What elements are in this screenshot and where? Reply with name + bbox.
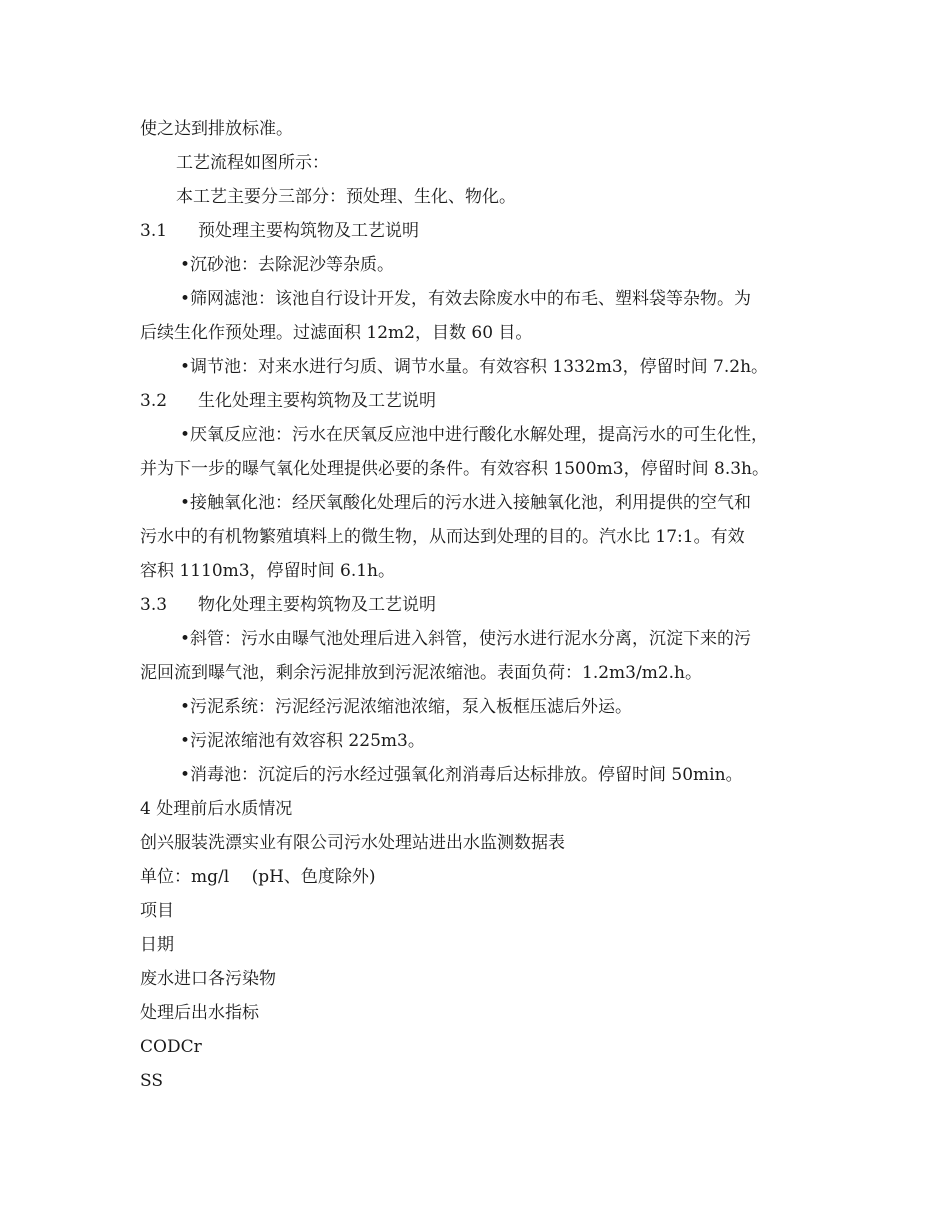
section-heading-3-2 — [140, 384, 820, 418]
paragraph-line: 使之达到排放标准。 — [140, 119, 293, 139]
bullet-item: •斜管：污水由曝气池处理后进入斜管，使污水进行泥水分离，沉淀下来的污 — [180, 629, 752, 649]
bullet-item: •筛网滤池：该池自行设计开发，有效去除废水中的布毛、塑料袋等杂物。为 — [180, 289, 752, 309]
table-cell: 废水进口各污染物 — [140, 969, 276, 989]
table-unit-note: 单位：mg/l (pH、色度除外) — [140, 867, 376, 887]
bullet-item: •消毒池：沉淀后的污水经过强氧化剂消毒后达标排放。停留时间 50min。 — [180, 765, 743, 785]
paragraph-line: 泥回流到曝气池，剩余污泥排放到污泥浓缩池。表面负荷：1.2m3/m2.h。 — [140, 663, 702, 683]
bullet-item: •调节池：对来水进行匀质、调节水量。有效容积 1332m3，停留时间 7.2h。 — [180, 357, 769, 377]
section-number: 3.3 — [140, 595, 168, 615]
paragraph-line: 污水中的有机物繁殖填料上的微生物，从而达到处理的目的。汽水比 17:1。有效 — [140, 527, 745, 547]
section-number: 3.1 — [140, 221, 168, 241]
section-title: 生化处理主要构筑物及工艺说明 — [198, 391, 436, 411]
paragraph-line: 后续生化作预处理。过滤面积 12m2，目数 60 目。 — [140, 323, 533, 343]
bullet-item: •污泥浓缩池有效容积 225m3。 — [180, 731, 425, 751]
section-title: 物化处理主要构筑物及工艺说明 — [198, 595, 436, 615]
section-heading-4: 4 处理前后水质情况 — [140, 799, 293, 819]
paragraph-line: 容积 1110m3，停留时间 6.1h。 — [140, 561, 395, 581]
table-cell: 日期 — [140, 935, 174, 955]
table-cell: SS — [140, 1071, 163, 1091]
paragraph-line: 本工艺主要分三部分：预处理、生化、物化。 — [176, 187, 516, 207]
paragraph-line: 并为下一步的曝气氧化处理提供必要的条件。有效容积 1500m3，停留时间 8.3h。 — [140, 459, 769, 479]
table-title: 创兴服装洗漂实业有限公司污水处理站进出水监测数据表 — [140, 833, 565, 853]
section-number: 3.2 — [140, 391, 168, 411]
section-title: 预处理主要构筑物及工艺说明 — [198, 221, 419, 241]
table-cell: CODCr — [140, 1037, 202, 1057]
section-heading-3-3 — [140, 588, 820, 622]
paragraph-line: 工艺流程如图所示： — [176, 153, 329, 173]
document-body — [140, 112, 820, 1098]
bullet-item: •污泥系统：污泥经污泥浓缩池浓缩，泵入板框压滤后外运。 — [180, 697, 633, 717]
section-heading-3-1 — [140, 214, 820, 248]
table-cell: 处理后出水指标 — [140, 1003, 259, 1023]
table-cell: 项目 — [140, 901, 174, 921]
bullet-item: •厌氧反应池：污水在厌氧反应池中进行酸化水解处理，提高污水的可生化性， — [180, 425, 769, 445]
bullet-item: •沉砂池：去除泥沙等杂质。 — [180, 255, 395, 275]
bullet-item: •接触氧化池：经厌氧酸化处理后的污水进入接触氧化池，利用提供的空气和 — [180, 493, 752, 513]
